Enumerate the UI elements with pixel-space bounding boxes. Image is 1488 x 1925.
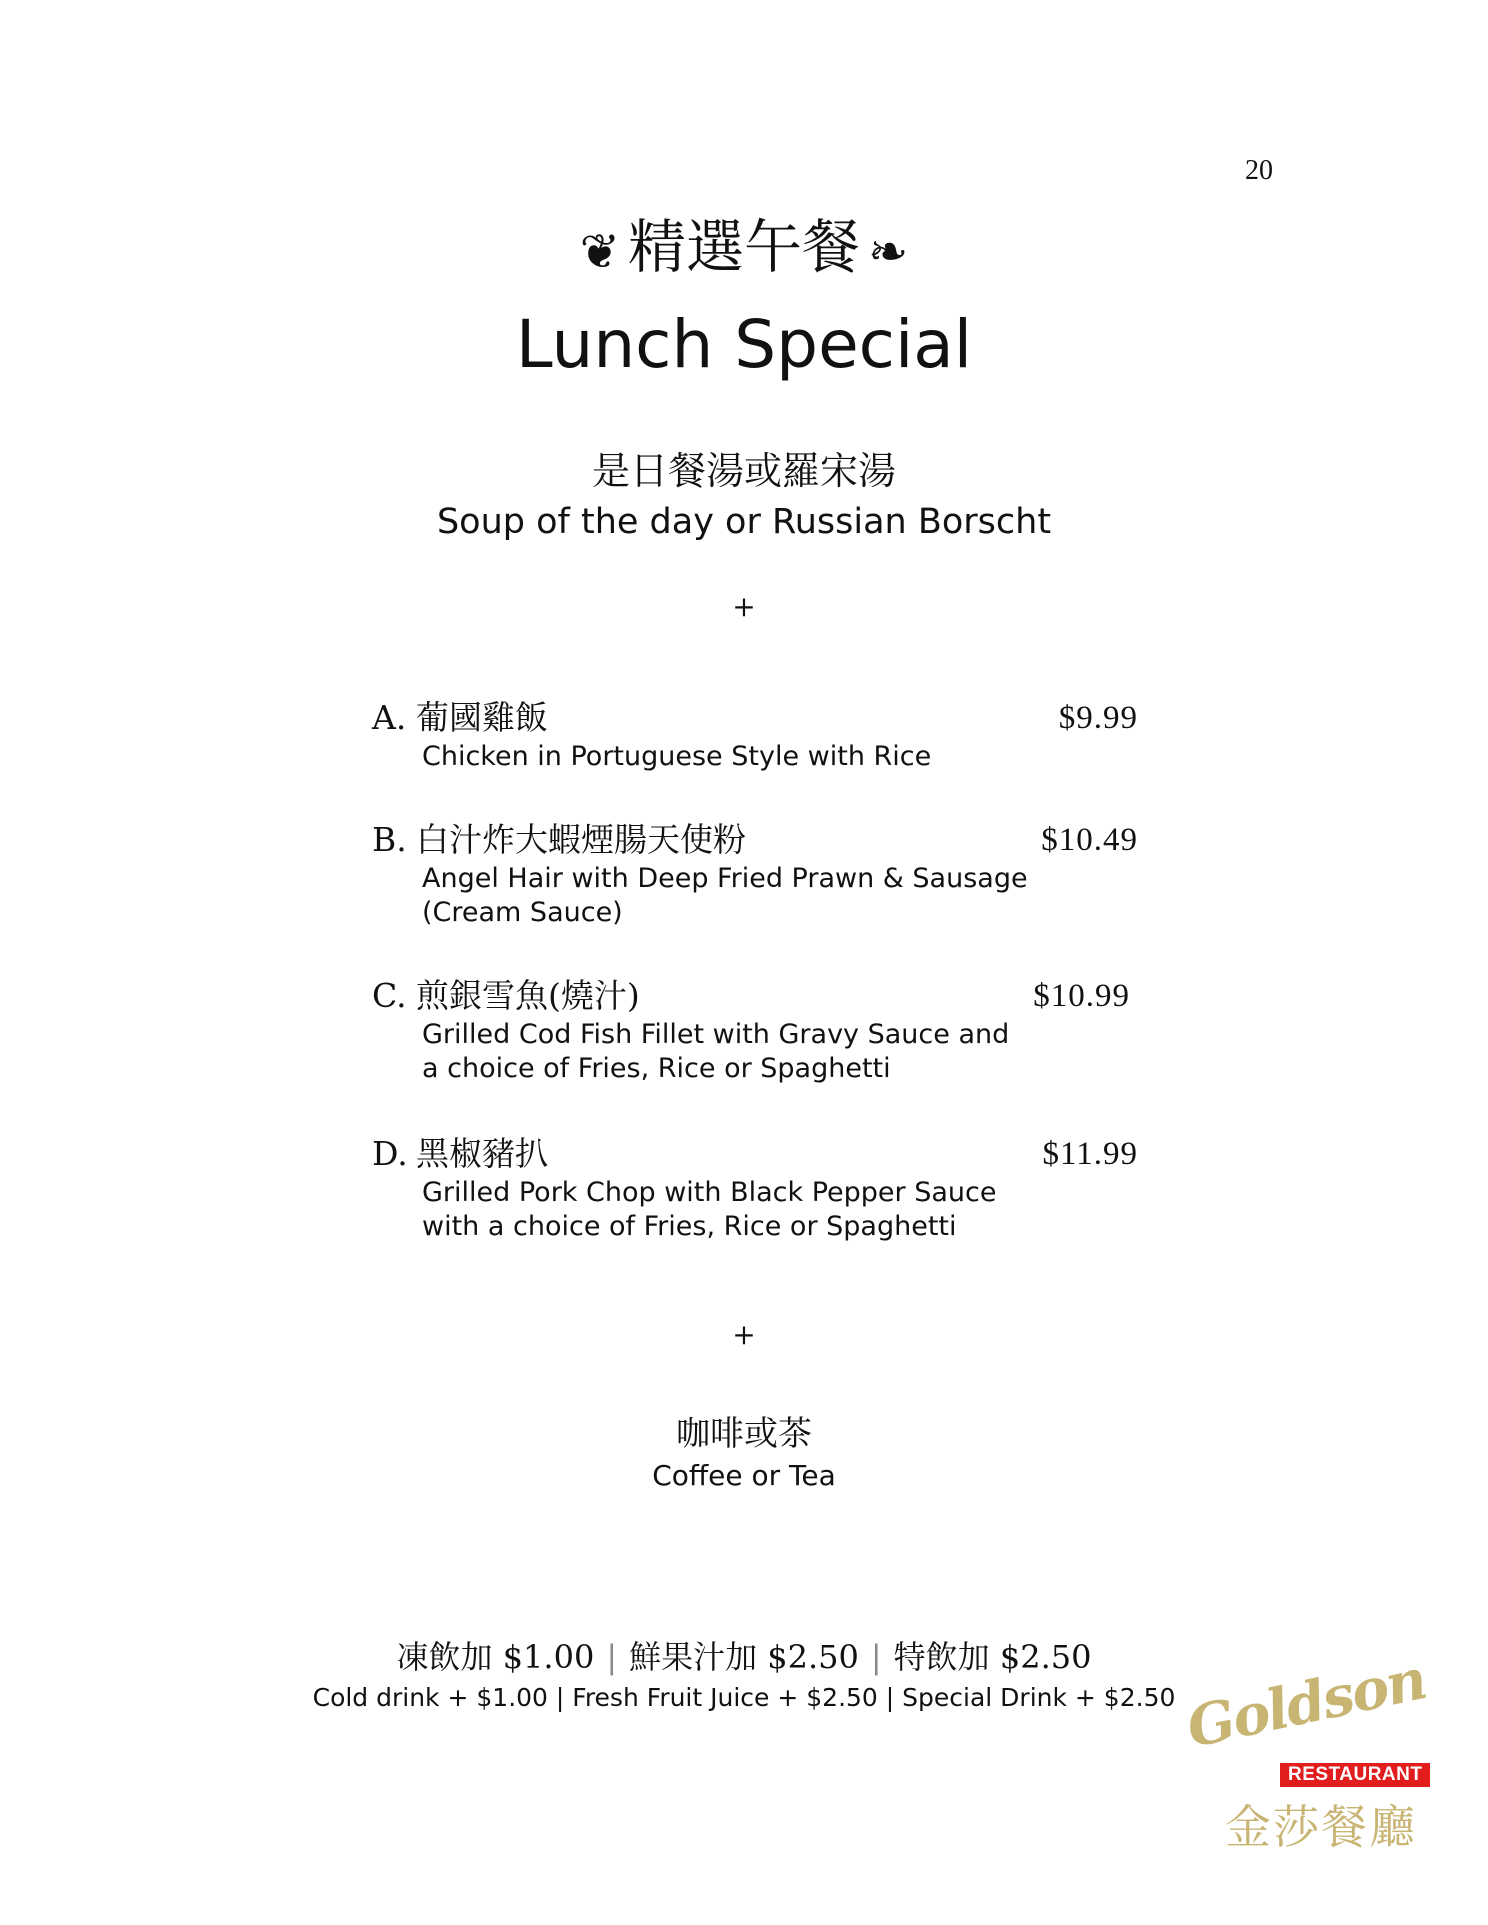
title-chinese: 精選午餐 xyxy=(627,213,860,281)
logo-chinese-name: 金莎餐廳 xyxy=(1225,1800,1417,1854)
menu-item-c-chinese-line xyxy=(372,974,1142,1018)
restaurant-logo xyxy=(1181,1646,1435,1854)
menu-item-a-chinese: 葡國雞飯 xyxy=(416,698,548,737)
plus-separator: + xyxy=(732,590,756,623)
menu-item-c-english-1: Grilled Cod Fish Fillet with Gravy Sauce and xyxy=(422,1019,1010,1050)
menu-item-a-letter: A. xyxy=(372,698,407,737)
extras-chinese-fruit-juice: 鮮果汁加 $2.50 xyxy=(629,1638,859,1676)
extras-divider: | xyxy=(606,1638,618,1676)
menu-item-a xyxy=(372,696,1142,774)
menu-item-c-english-2: a choice of Fries, Rice or Spaghetti xyxy=(422,1053,891,1084)
menu-item-b xyxy=(372,818,1142,930)
menu-item-d-chinese: 黑椒豬扒 xyxy=(416,1134,548,1173)
menu-item-b-letter: B. xyxy=(372,820,407,859)
extras-english: Cold drink + $1.00 | Fresh Fruit Juice + $2.50 | Special Drink + $2.50 xyxy=(312,1683,1176,1712)
menu-item-c-letter: C. xyxy=(372,976,407,1015)
extras-chinese-special-drink: 特飲加 $2.50 xyxy=(893,1638,1092,1676)
extras-chinese-cold-drink: 凍飲加 $1.00 xyxy=(396,1638,595,1676)
ornament-left-icon: ❦ xyxy=(579,223,620,280)
title-english: Lunch Special xyxy=(515,306,973,383)
drink-english: Coffee or Tea xyxy=(652,1459,836,1492)
page-number: 20 xyxy=(1245,155,1273,186)
menu-item-d xyxy=(372,1132,1142,1244)
soup-chinese: 是日餐湯或羅宋湯 xyxy=(591,449,896,493)
drink-chinese: 咖啡或茶 xyxy=(676,1414,812,1454)
menu-item-b-chinese-line xyxy=(372,818,1142,862)
menu-item-d-price: $11.99 xyxy=(1042,1136,1138,1172)
menu-item-a-chinese-line xyxy=(372,696,1142,740)
logo-script-text: Goldson xyxy=(1181,1646,1431,1761)
menu-item-c-price: $10.99 xyxy=(1033,978,1130,1014)
menu-item-b-chinese: 白汁炸大蝦煙腸天使粉 xyxy=(416,820,746,859)
menu-item-d-letter: D. xyxy=(372,1134,408,1173)
menu-item-a-price: $9.99 xyxy=(1058,700,1138,736)
menu-item-a-english-1: Chicken in Portuguese Style with Rice xyxy=(422,741,932,772)
menu-item-d-english-2: with a choice of Fries, Rice or Spaghetti xyxy=(422,1211,957,1242)
title-chinese-row xyxy=(0,212,1488,287)
menu-item-d-chinese-line xyxy=(372,1132,1142,1176)
extras-divider: | xyxy=(870,1638,882,1676)
menu-item-b-price: $10.49 xyxy=(1041,822,1138,858)
logo-restaurant-badge: RESTAURANT xyxy=(1280,1763,1430,1787)
menu-item-b-english-1: Angel Hair with Deep Fried Prawn & Sausage xyxy=(422,863,1028,894)
extras-chinese xyxy=(0,1635,1488,1679)
soup-english: Soup of the day or Russian Borscht xyxy=(436,502,1052,542)
menu-item-c-chinese: 煎銀雪魚(燒汁) xyxy=(416,976,640,1015)
plus-separator: + xyxy=(732,1318,756,1351)
menu-item-c xyxy=(372,974,1142,1086)
menu-item-b-english-2: (Cream Sauce) xyxy=(422,897,623,928)
ornament-right-icon: ❧ xyxy=(868,223,909,280)
menu-item-d-english-1: Grilled Pork Chop with Black Pepper Sauce xyxy=(422,1177,997,1208)
